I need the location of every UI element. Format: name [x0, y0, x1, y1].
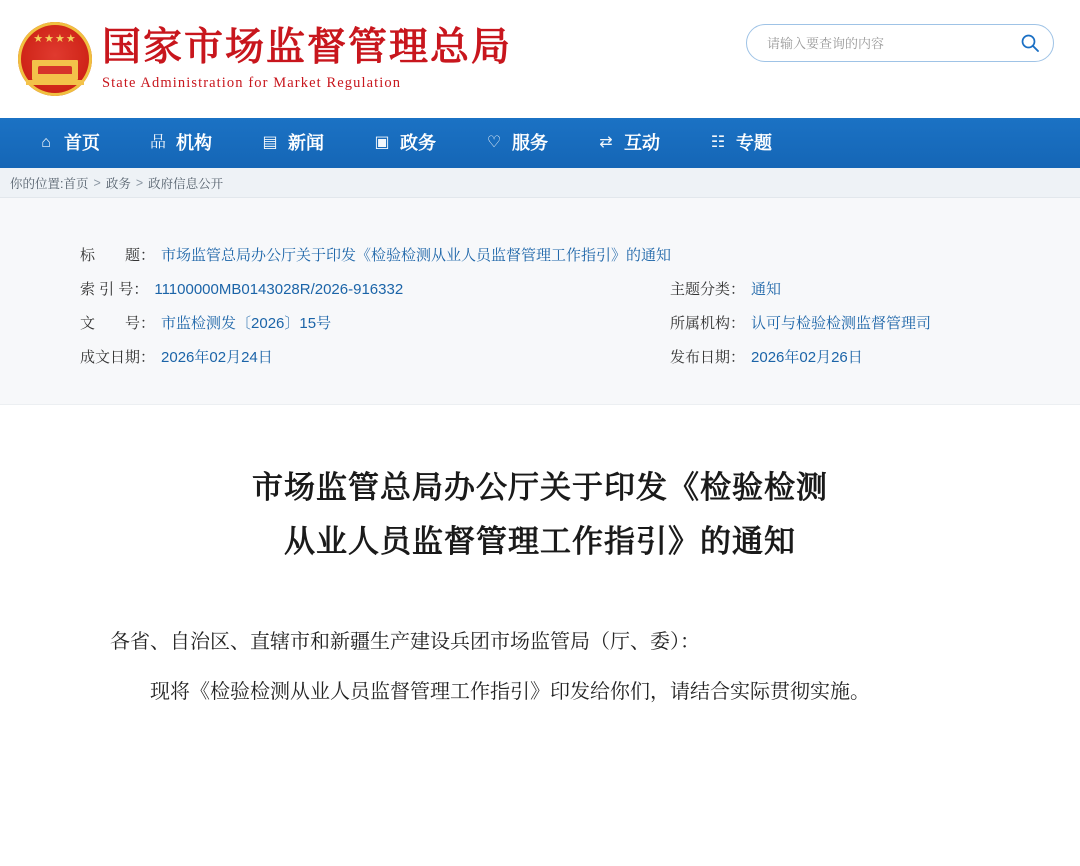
- meta-field-issuing-agency: [670, 308, 1000, 340]
- article-body: [110, 619, 970, 715]
- affairs-icon: ▣: [374, 134, 390, 151]
- heart-icon: ♡: [486, 134, 502, 151]
- nav-item-label: 政务: [400, 133, 436, 153]
- breadcrumb-item-home[interactable]: 首页: [63, 176, 89, 191]
- nav-item-label: 专题: [736, 133, 772, 153]
- nav-item-label: 首页: [64, 133, 100, 153]
- meta-value: 通知: [751, 281, 782, 298]
- article: [110, 405, 970, 739]
- meta-field-title: [80, 240, 1000, 272]
- national-emblem-icon: [18, 22, 92, 96]
- breadcrumb-item-disclosure[interactable]: 政府信息公开: [148, 176, 224, 191]
- meta-field-index-number: [80, 274, 670, 306]
- news-icon: ▤: [262, 134, 278, 151]
- nav-item-services[interactable]: [460, 118, 572, 168]
- meta-field-publish-date: [670, 342, 1000, 374]
- meta-label: 发布日期：: [670, 349, 746, 366]
- nav-item-organization[interactable]: [124, 118, 236, 168]
- nav-item-label: 新闻: [288, 133, 324, 153]
- article-paragraph-1: 现将《检验检测从业人员监督管理工作指引》印发给你们，请结合实际贯彻实施。: [150, 681, 870, 703]
- meta-field-written-date: [80, 342, 670, 374]
- meta-label: 文 号：: [80, 315, 156, 332]
- meta-value: 市场监管总局办公厅关于印发《检验检测从业人员监督管理工作指引》的通知: [161, 247, 672, 264]
- meta-value: 认可与检验检测监督管理司: [751, 315, 932, 332]
- page-title: [110, 461, 970, 569]
- site-header: [0, 0, 1080, 118]
- nav-item-news[interactable]: [236, 118, 348, 168]
- meta-label: 成文日期：: [80, 349, 156, 366]
- home-icon: ⌂: [41, 134, 51, 151]
- meta-value: 市监检测发〔2026〕15号: [161, 315, 332, 332]
- exchange-icon: ⇄: [599, 134, 613, 151]
- topic-icon: ☷: [710, 134, 726, 151]
- breadcrumb-item-affairs[interactable]: 政务: [105, 176, 131, 191]
- article-paragraph-recipients: 各省、自治区、直辖市和新疆生产建设兵团市场监管局（厅、委）：: [110, 631, 700, 653]
- breadcrumb-separator: >: [93, 175, 101, 190]
- brand-title-en: State Administration for Market Regulation: [102, 75, 402, 91]
- nav-item-label: 互动: [624, 133, 660, 153]
- meta-row: [80, 308, 1000, 342]
- nav-item-topics[interactable]: [684, 118, 796, 168]
- meta-label: 主题分类：: [670, 281, 746, 298]
- meta-label: 索 引 号：: [80, 281, 149, 298]
- site-brand: [102, 25, 512, 93]
- document-meta-panel: [0, 198, 1080, 405]
- page-title-line-1: 市场监管总局办公厅关于印发《检验检测: [252, 470, 828, 505]
- main-navigation: [0, 118, 1080, 168]
- meta-row: [80, 240, 1000, 274]
- emblem-stars: ★★★★: [33, 33, 77, 45]
- nav-item-home[interactable]: [12, 118, 124, 168]
- site-search[interactable]: [746, 24, 1054, 62]
- nav-item-interaction[interactable]: [572, 118, 684, 168]
- meta-value: 2026年02月24日: [161, 349, 273, 366]
- breadcrumb-separator: >: [135, 175, 144, 190]
- breadcrumb-prefix: 你的位置:: [10, 176, 64, 191]
- meta-field-document-number: [80, 308, 670, 340]
- page-title-line-2: 从业人员监督管理工作指引》的通知: [284, 524, 796, 559]
- search-icon[interactable]: [1019, 32, 1041, 54]
- meta-value: 11100000MB0143028R/2026-916332: [154, 281, 404, 298]
- nav-item-government-affairs[interactable]: [348, 118, 460, 168]
- meta-label: 所属机构：: [670, 315, 746, 332]
- meta-row: [80, 274, 1000, 308]
- nav-item-label: 服务: [512, 133, 548, 153]
- meta-label: 标 题：: [80, 247, 156, 264]
- search-input[interactable]: [765, 35, 1019, 52]
- nav-item-label: 机构: [176, 133, 212, 153]
- meta-value: 2026年02月26日: [751, 349, 863, 366]
- meta-row: [80, 342, 1000, 376]
- org-icon: 品: [149, 134, 166, 151]
- brand-title-cn: 国家市场监督管理总局: [102, 26, 513, 69]
- breadcrumb: [0, 168, 1080, 198]
- meta-field-subject-category: [670, 274, 1000, 306]
